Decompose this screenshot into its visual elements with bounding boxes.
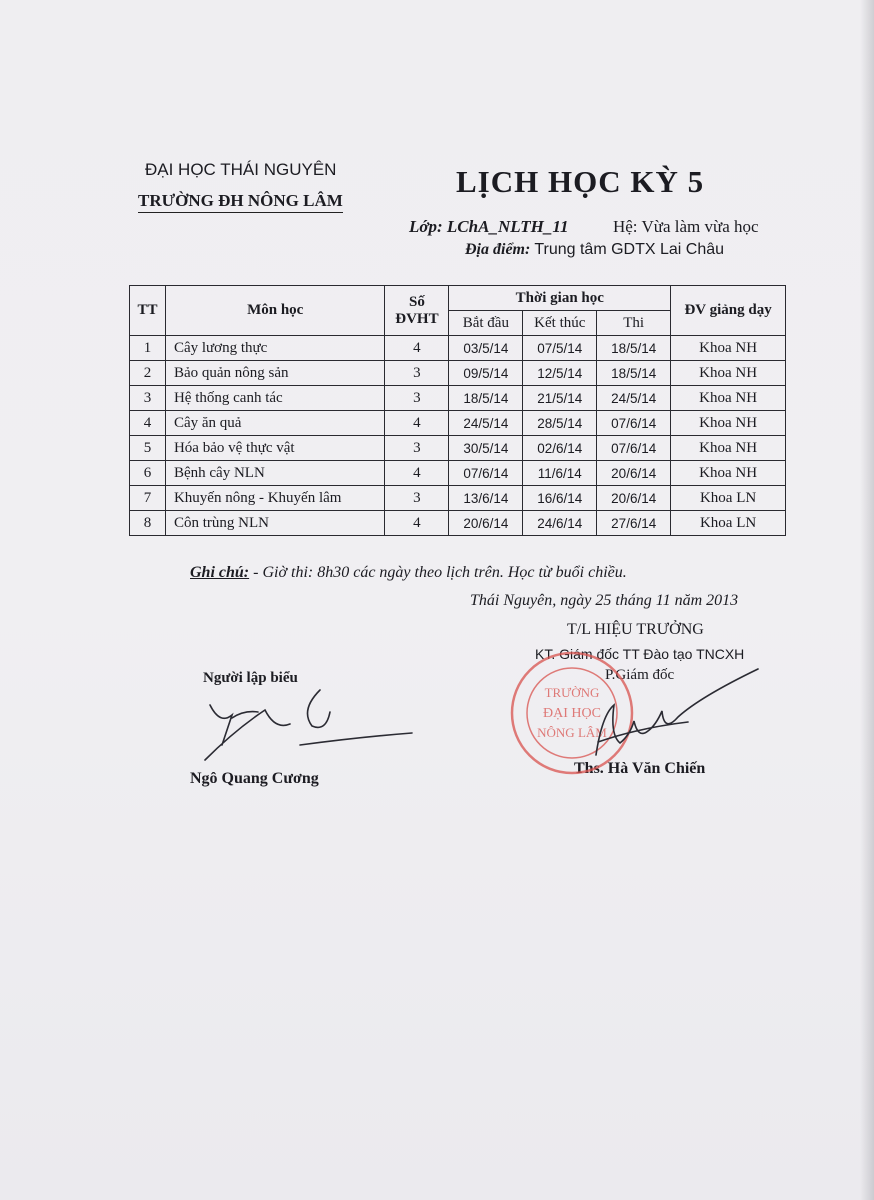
cell-start: 07/6/14	[449, 461, 523, 486]
cell-exam: 27/6/14	[597, 511, 671, 536]
cell-exam: 24/5/14	[597, 386, 671, 411]
cell-unit: Khoa NH	[671, 386, 786, 411]
cell-unit: Khoa NH	[671, 411, 786, 436]
cell-credits: 3	[385, 436, 449, 461]
note-text: - Giờ thi: 8h30 các ngày theo lịch trên. Học từ buổi chiều.	[249, 564, 627, 581]
schedule-table	[129, 285, 786, 536]
header-credits	[385, 286, 449, 336]
cell-credits: 4	[385, 511, 449, 536]
cell-unit: Khoa LN	[671, 511, 786, 536]
cell-start: 24/5/14	[449, 411, 523, 436]
cell-end: 12/5/14	[523, 361, 597, 386]
cell-start: 13/6/14	[449, 486, 523, 511]
cell-exam: 07/6/14	[597, 411, 671, 436]
cell-exam: 20/6/14	[597, 461, 671, 486]
cell-credits: 4	[385, 336, 449, 361]
deputy-title: P.Giám đốc	[605, 667, 675, 683]
location-value: Trung tâm GDTX Lai Châu	[534, 241, 725, 258]
cell-subject: Bệnh cây NLN	[165, 461, 384, 486]
cell-end: 16/6/14	[523, 486, 597, 511]
table-row	[130, 511, 786, 536]
cell-exam: 07/6/14	[597, 436, 671, 461]
cell-subject: Cây lương thực	[165, 336, 384, 361]
cell-subject: Bảo quản nông sản	[165, 361, 384, 386]
class-label: Lớp:	[409, 217, 443, 236]
cell-tt: 7	[130, 486, 166, 511]
cell-start: 30/5/14	[449, 436, 523, 461]
university-name: ĐẠI HỌC THÁI NGUYÊN	[145, 160, 337, 179]
class-line	[409, 217, 759, 237]
header-credits-line2: ĐVHT	[395, 310, 439, 327]
table-row	[130, 361, 786, 386]
cell-tt: 6	[130, 461, 166, 486]
cell-credits: 4	[385, 411, 449, 436]
cell-end: 24/6/14	[523, 511, 597, 536]
cell-subject: Cây ăn quả	[165, 411, 384, 436]
note-label: Ghi chú:	[190, 564, 250, 581]
header-tt: TT	[130, 286, 166, 336]
header-credits-line1: Số	[408, 293, 425, 310]
table-row	[130, 436, 786, 461]
cell-credits: 3	[385, 386, 449, 411]
cell-subject: Hệ thống canh tác	[165, 386, 384, 411]
maker-title: Người lập biểu	[203, 670, 298, 686]
cell-start: 18/5/14	[449, 386, 523, 411]
cell-exam: 20/6/14	[597, 486, 671, 511]
cell-end: 28/5/14	[523, 411, 597, 436]
dateline: Thái Nguyên, ngày 25 tháng 11 năm 2013	[470, 592, 739, 609]
cell-credits: 3	[385, 486, 449, 511]
cell-subject: Hóa bảo vệ thực vật	[165, 436, 384, 461]
stamp-line2: ĐẠI HỌC	[543, 706, 601, 721]
header-unit: ĐV giảng dạy	[671, 286, 786, 336]
cell-tt: 8	[130, 511, 166, 536]
header-start: Bắt đầu	[449, 311, 523, 336]
document-title: LỊCH HỌC KỲ 5	[456, 164, 705, 199]
cell-tt: 3	[130, 386, 166, 411]
school-name: TRƯỜNG ĐH NÔNG LÂM	[138, 191, 343, 213]
maker-name: Ngô Quang Cương	[190, 770, 319, 787]
note-line	[190, 564, 627, 582]
header-exam: Thi	[597, 311, 671, 336]
system-value: Vừa làm vừa học	[641, 217, 759, 236]
cell-unit: Khoa NH	[671, 336, 786, 361]
cell-end: 11/6/14	[523, 461, 597, 486]
cell-tt: 2	[130, 361, 166, 386]
signer-name: Ths. Hà Văn Chiến	[574, 760, 706, 777]
cell-end: 21/5/14	[523, 386, 597, 411]
cell-end: 07/5/14	[523, 336, 597, 361]
cell-start: 20/6/14	[449, 511, 523, 536]
header-time-group: Thời gian học	[449, 286, 671, 311]
table-row	[130, 336, 786, 361]
table-row	[130, 386, 786, 411]
class-value: LChA_NLTH_11	[446, 217, 569, 236]
header-end: Kết thúc	[523, 311, 597, 336]
table-row	[130, 411, 786, 436]
cell-credits: 4	[385, 461, 449, 486]
cell-tt: 5	[130, 436, 166, 461]
on-behalf-title: T/L HIỆU TRƯỞNG	[567, 621, 704, 638]
table-header-row	[130, 286, 786, 311]
cell-exam: 18/5/14	[597, 361, 671, 386]
cell-subject: Khuyến nông - Khuyến lâm	[165, 486, 384, 511]
cell-start: 03/5/14	[449, 336, 523, 361]
header-subject: Môn học	[165, 286, 384, 336]
cell-unit: Khoa NH	[671, 436, 786, 461]
cell-tt: 4	[130, 411, 166, 436]
cell-start: 09/5/14	[449, 361, 523, 386]
cell-exam: 18/5/14	[597, 336, 671, 361]
cell-unit: Khoa NH	[671, 461, 786, 486]
cell-end: 02/6/14	[523, 436, 597, 461]
cell-credits: 3	[385, 361, 449, 386]
location-label: Địa điểm:	[465, 241, 531, 258]
cell-unit: Khoa NH	[671, 361, 786, 386]
schedule-body	[130, 336, 786, 536]
table-row	[130, 486, 786, 511]
stamp-line3: NÔNG LÂM	[537, 725, 607, 740]
kt-line: KT. Giám đốc TT Đào tạo TNCXH	[535, 646, 745, 662]
cell-tt: 1	[130, 336, 166, 361]
table-row	[130, 461, 786, 486]
cell-unit: Khoa LN	[671, 486, 786, 511]
location-line	[465, 241, 724, 259]
stamp-line1: TRƯỜNG	[544, 685, 600, 700]
cell-subject: Côn trùng NLN	[165, 511, 384, 536]
page-edge-shadow	[860, 0, 874, 1200]
system-label: Hệ:	[612, 217, 638, 236]
